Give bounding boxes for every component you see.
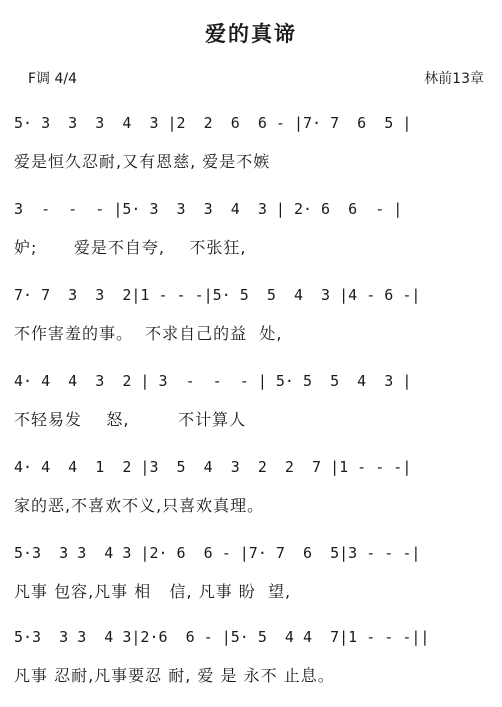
notation-line-7: 5·3 3 3 4 3|2·6 6 - |5· 5 4 4 7|1 - - -|| xyxy=(14,628,430,646)
song-title: 爱的真谛 xyxy=(205,22,297,46)
lyric-line-3: 不作害羞的事。 不求自己的益 处, xyxy=(14,324,283,343)
lyric-line-1: 爱是恒久忍耐,又有恩慈, 爱是不嫉 xyxy=(14,152,271,171)
notation-line-5: 4· 4 4 1 2 |3 5 4 3 2 2 7 |1 - - -| xyxy=(14,458,412,476)
lyric-line-2: 妒; 爱是不自夸, 不张狂, xyxy=(14,238,247,257)
lyric-line-5: 家的恶,不喜欢不义,只喜欢真理。 xyxy=(14,496,265,515)
lyric-line-4: 不轻易发 怒, 不计算人 xyxy=(14,410,247,429)
lyric-line-7: 凡事 忍耐,凡事要忍 耐, 爱 是 永不 止息。 xyxy=(14,666,335,685)
key-and-meter: F调 4/4 xyxy=(28,71,78,87)
lyric-line-6: 凡事 包容,凡事 相 信, 凡事 盼 望, xyxy=(14,582,292,601)
notation-line-1: 5· 3 3 3 4 3 |2 2 6 6 - |7· 7 6 5 | xyxy=(14,114,412,132)
scripture-reference: 林前13章 xyxy=(424,71,484,87)
notation-line-4: 4· 4 4 3 2 | 3 - - - | 5· 5 5 4 3 | xyxy=(14,372,412,390)
notation-line-6: 5·3 3 3 4 3 |2· 6 6 - |7· 7 6 5|3 - - -| xyxy=(14,544,421,562)
notation-line-3: 7· 7 3 3 2|1 - - -|5· 5 5 4 3 |4 - 6 -| xyxy=(14,286,421,304)
notation-line-2: 3 - - - |5· 3 3 3 4 3 | 2· 6 6 - | xyxy=(14,200,403,218)
